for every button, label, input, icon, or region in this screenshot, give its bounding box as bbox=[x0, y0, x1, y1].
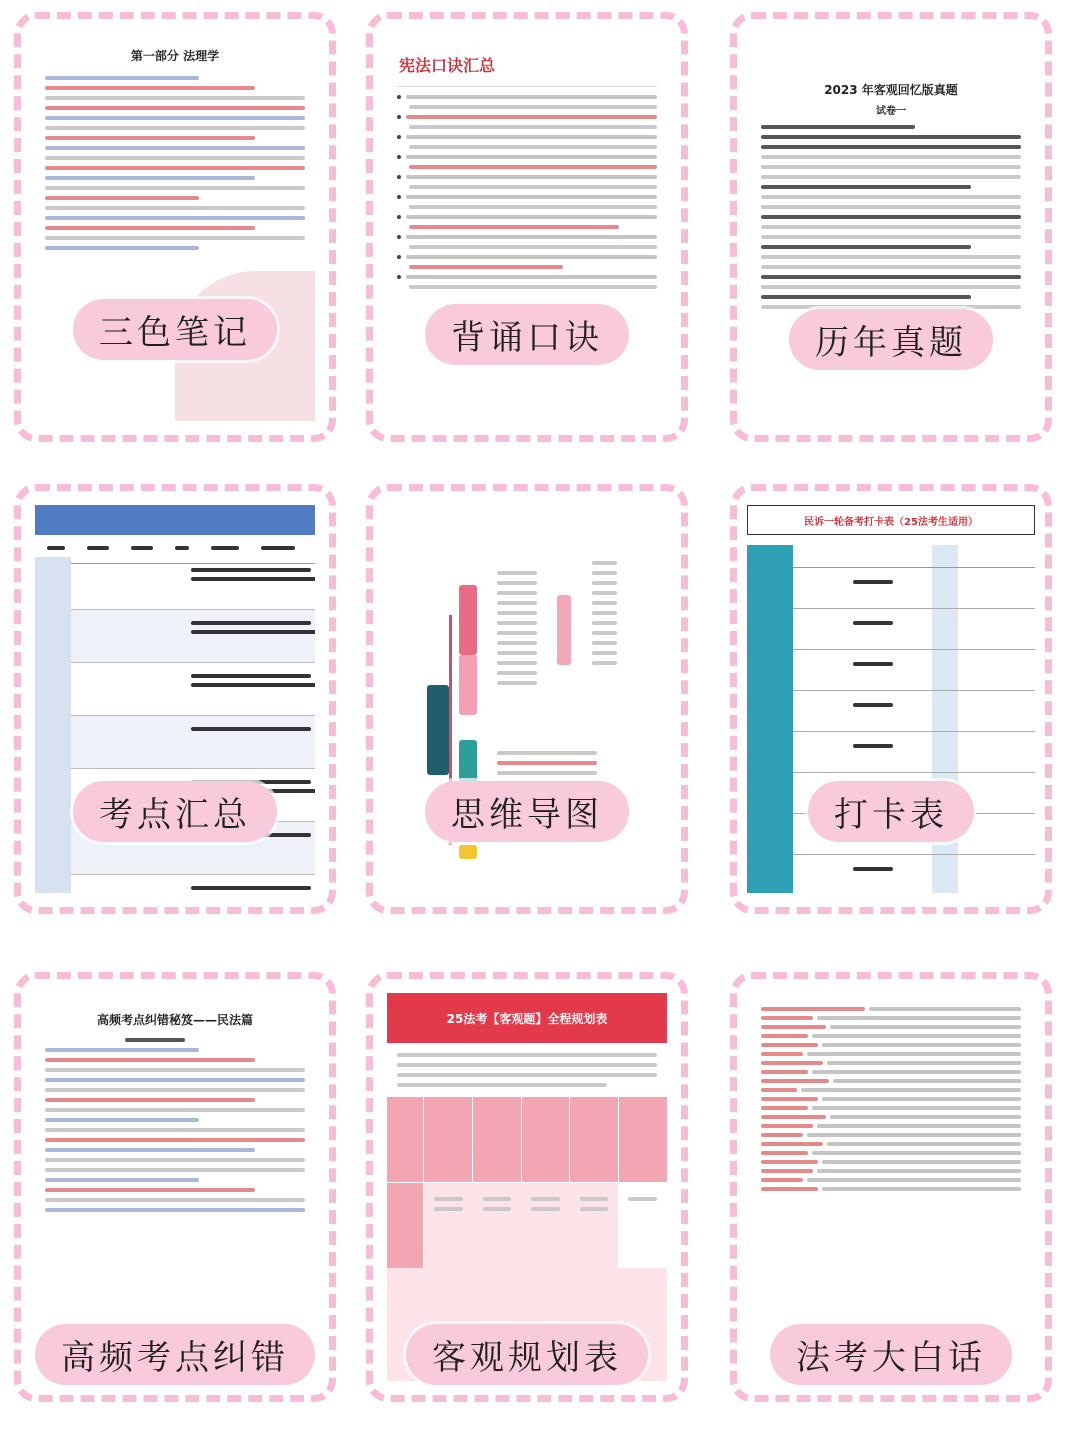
card-label: 法考大白话 bbox=[770, 1324, 1012, 1385]
mindmap-branch bbox=[459, 845, 477, 859]
card-label: 高频考点纠错 bbox=[35, 1324, 315, 1385]
card-label: 三色笔记 bbox=[73, 299, 277, 360]
card-plain-talk[interactable] bbox=[730, 972, 1052, 1402]
doc-preview bbox=[387, 993, 667, 1381]
doc-preview bbox=[35, 993, 315, 1381]
table-header-bar bbox=[35, 505, 315, 535]
card-label: 打卡表 bbox=[808, 781, 974, 842]
doc-title: 民诉一轮备考打卡表（25法考生适用） bbox=[747, 505, 1035, 535]
card-recite-mnemonics[interactable] bbox=[366, 12, 688, 442]
mindmap-branch bbox=[459, 585, 477, 655]
card-label: 客观规划表 bbox=[406, 1324, 648, 1385]
doc-title: 宪法口诀汇总 bbox=[399, 56, 496, 75]
card-error-correction[interactable] bbox=[14, 972, 336, 1402]
doc-preview bbox=[751, 993, 1031, 1381]
doc-title: 第一部分 法理学 bbox=[130, 49, 220, 63]
doc-title: 高频考点纠错秘笈——民法篇 bbox=[96, 1013, 253, 1027]
card-objective-plan[interactable] bbox=[366, 972, 688, 1402]
mindmap-branch bbox=[557, 595, 571, 665]
card-past-exams[interactable] bbox=[730, 12, 1052, 442]
doc-subtitle: 试卷一 bbox=[876, 106, 906, 117]
card-three-color-notes[interactable] bbox=[14, 12, 336, 442]
table-left-column bbox=[35, 557, 71, 893]
mindmap-root bbox=[427, 685, 449, 775]
card-key-points[interactable] bbox=[14, 484, 336, 914]
card-label: 思维导图 bbox=[425, 781, 629, 842]
doc-title: 2023 年客观回忆版真题 bbox=[824, 83, 958, 97]
card-checkin-table[interactable] bbox=[730, 484, 1052, 914]
card-label: 背诵口诀 bbox=[425, 304, 629, 365]
card-label: 考点汇总 bbox=[73, 781, 277, 842]
table-left-column bbox=[747, 545, 793, 893]
card-mind-map[interactable] bbox=[366, 484, 688, 914]
doc-preview bbox=[35, 33, 315, 421]
mindmap-branch bbox=[459, 655, 477, 715]
card-label: 历年真题 bbox=[789, 309, 993, 370]
doc-title: 25法考【客观题】全程规划表 bbox=[387, 993, 667, 1043]
